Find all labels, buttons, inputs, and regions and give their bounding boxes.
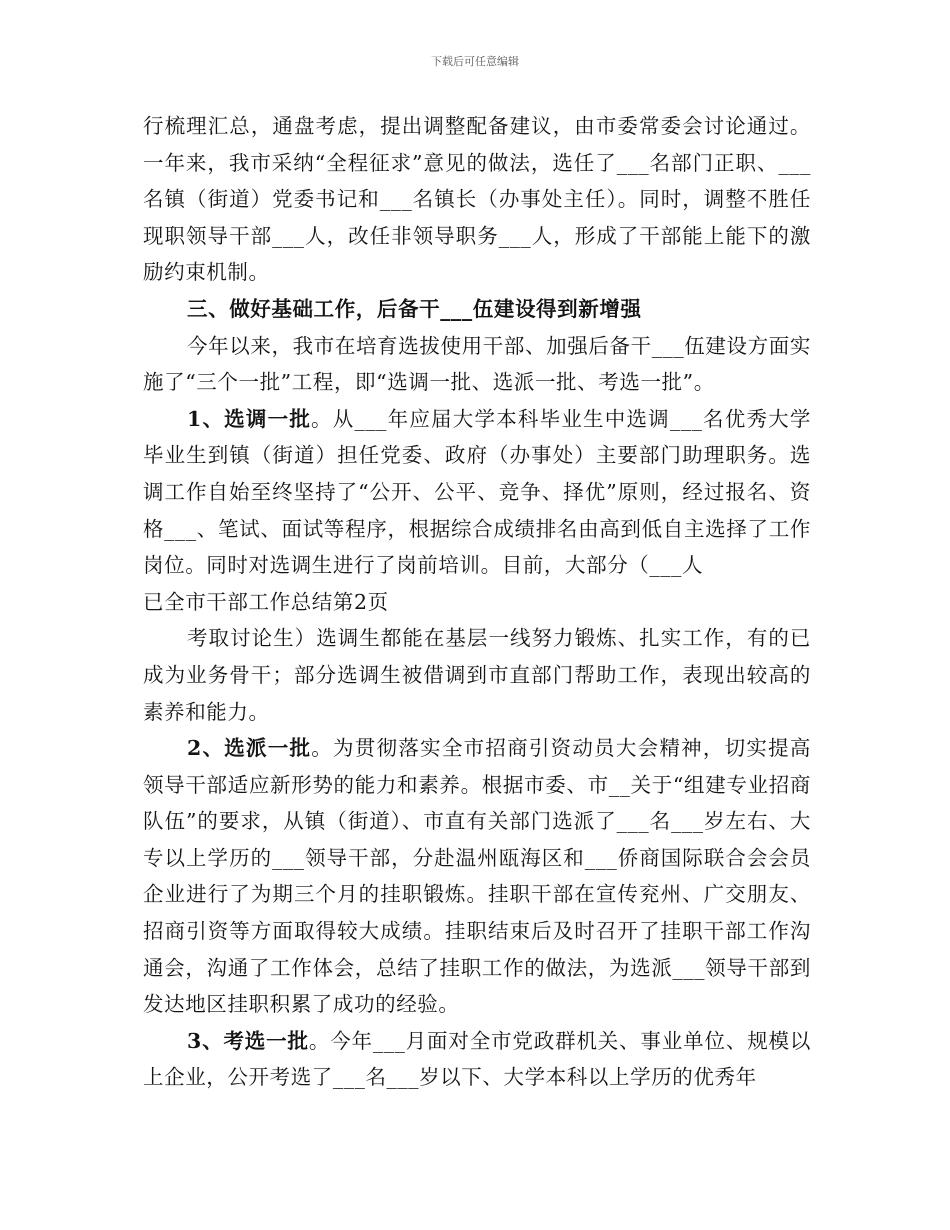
item-2-title: 2、选派一批 xyxy=(187,736,312,761)
page-header: 下载后可任意编辑 xyxy=(431,55,519,68)
item-3-text: 。今年___月面对全市党政群机关、事业单位、规模以上企业，公开考选了___名___岁以下、大学本科以上学历的优秀年 xyxy=(143,1028,811,1090)
item-3-paragraph xyxy=(143,1023,811,1096)
document-body xyxy=(143,108,811,1096)
section-heading: 三、做好基础工作，后备干___伍建设得到新增强 xyxy=(187,296,642,321)
item-2-paragraph xyxy=(143,730,811,1023)
item-1-title: 1、选调一批 xyxy=(187,406,312,431)
item-3-title: 3、考选一批 xyxy=(187,1028,309,1053)
page-break-marker: 已全市干部工作总结第2页 xyxy=(143,589,389,614)
item-1-paragraph xyxy=(143,401,811,584)
item-1-text: 。从___年应届大学本科毕业生中选调___名优秀大学毕业生到镇（街道）担任党委、政府（办事处）主要部门助理职务。选调工作自始至终坚持了“公开、公平、竞争、择优”原则，经过报名、资格___、笔试、面试等程序，根据综合成绩排名由高到低自主选择了工作岗位。同时对选调生进行了岗前培训。目前，大部分（___人 xyxy=(143,406,811,578)
paragraph-item-1-continuation: 考取讨论生）选调生都能在基层一线努力锻炼、扎实工作，有的已成为业务骨干；部分选调生被借调到市直部门帮助工作，表现出较高的素养和能力。 xyxy=(143,626,811,724)
paragraph-intro: 今年以来，我市在培育选拔使用干部、加强后备干___伍建设方面实施了“三个一批”工程，即“选调一批、选派一批、考选一批”。 xyxy=(143,333,811,395)
item-2-text: 。为贯彻落实全市招商引资动员大会精神，切实提高领导干部适应新形势的能力和素养。根据市委、市__关于“组建专业招商队伍”的要求，从镇（街道）、市直有关部门选派了___名___岁左右、大专以上学历的___领导干部，分赴温州瓯海区和___侨商国际联合会会员企业进行了为期三个月的挂职锻炼。挂职干部在宣传兖州、广交朋友、招商引资等方面取得较大成绩。挂职结束后及时召开了挂职干部工作沟通会，沟通了工作体会，总结了挂职工作的做法，为选派___领导干部到发达地区挂职积累了成功的经验。 xyxy=(143,736,811,1017)
paragraph-continuation: 行梳理汇总，通盘考虑，提出调整配备建议，由市委常委会讨论通过。一年来，我市采纳“全程征求”意见的做法，选任了___名部门正职、___名镇（街道）党委书记和___名镇长（办事处主任）。同时，调整不胜任现职领导干部___人，改任非领导职务___人，形成了干部能上能下的激励约束机制。 xyxy=(143,114,811,285)
